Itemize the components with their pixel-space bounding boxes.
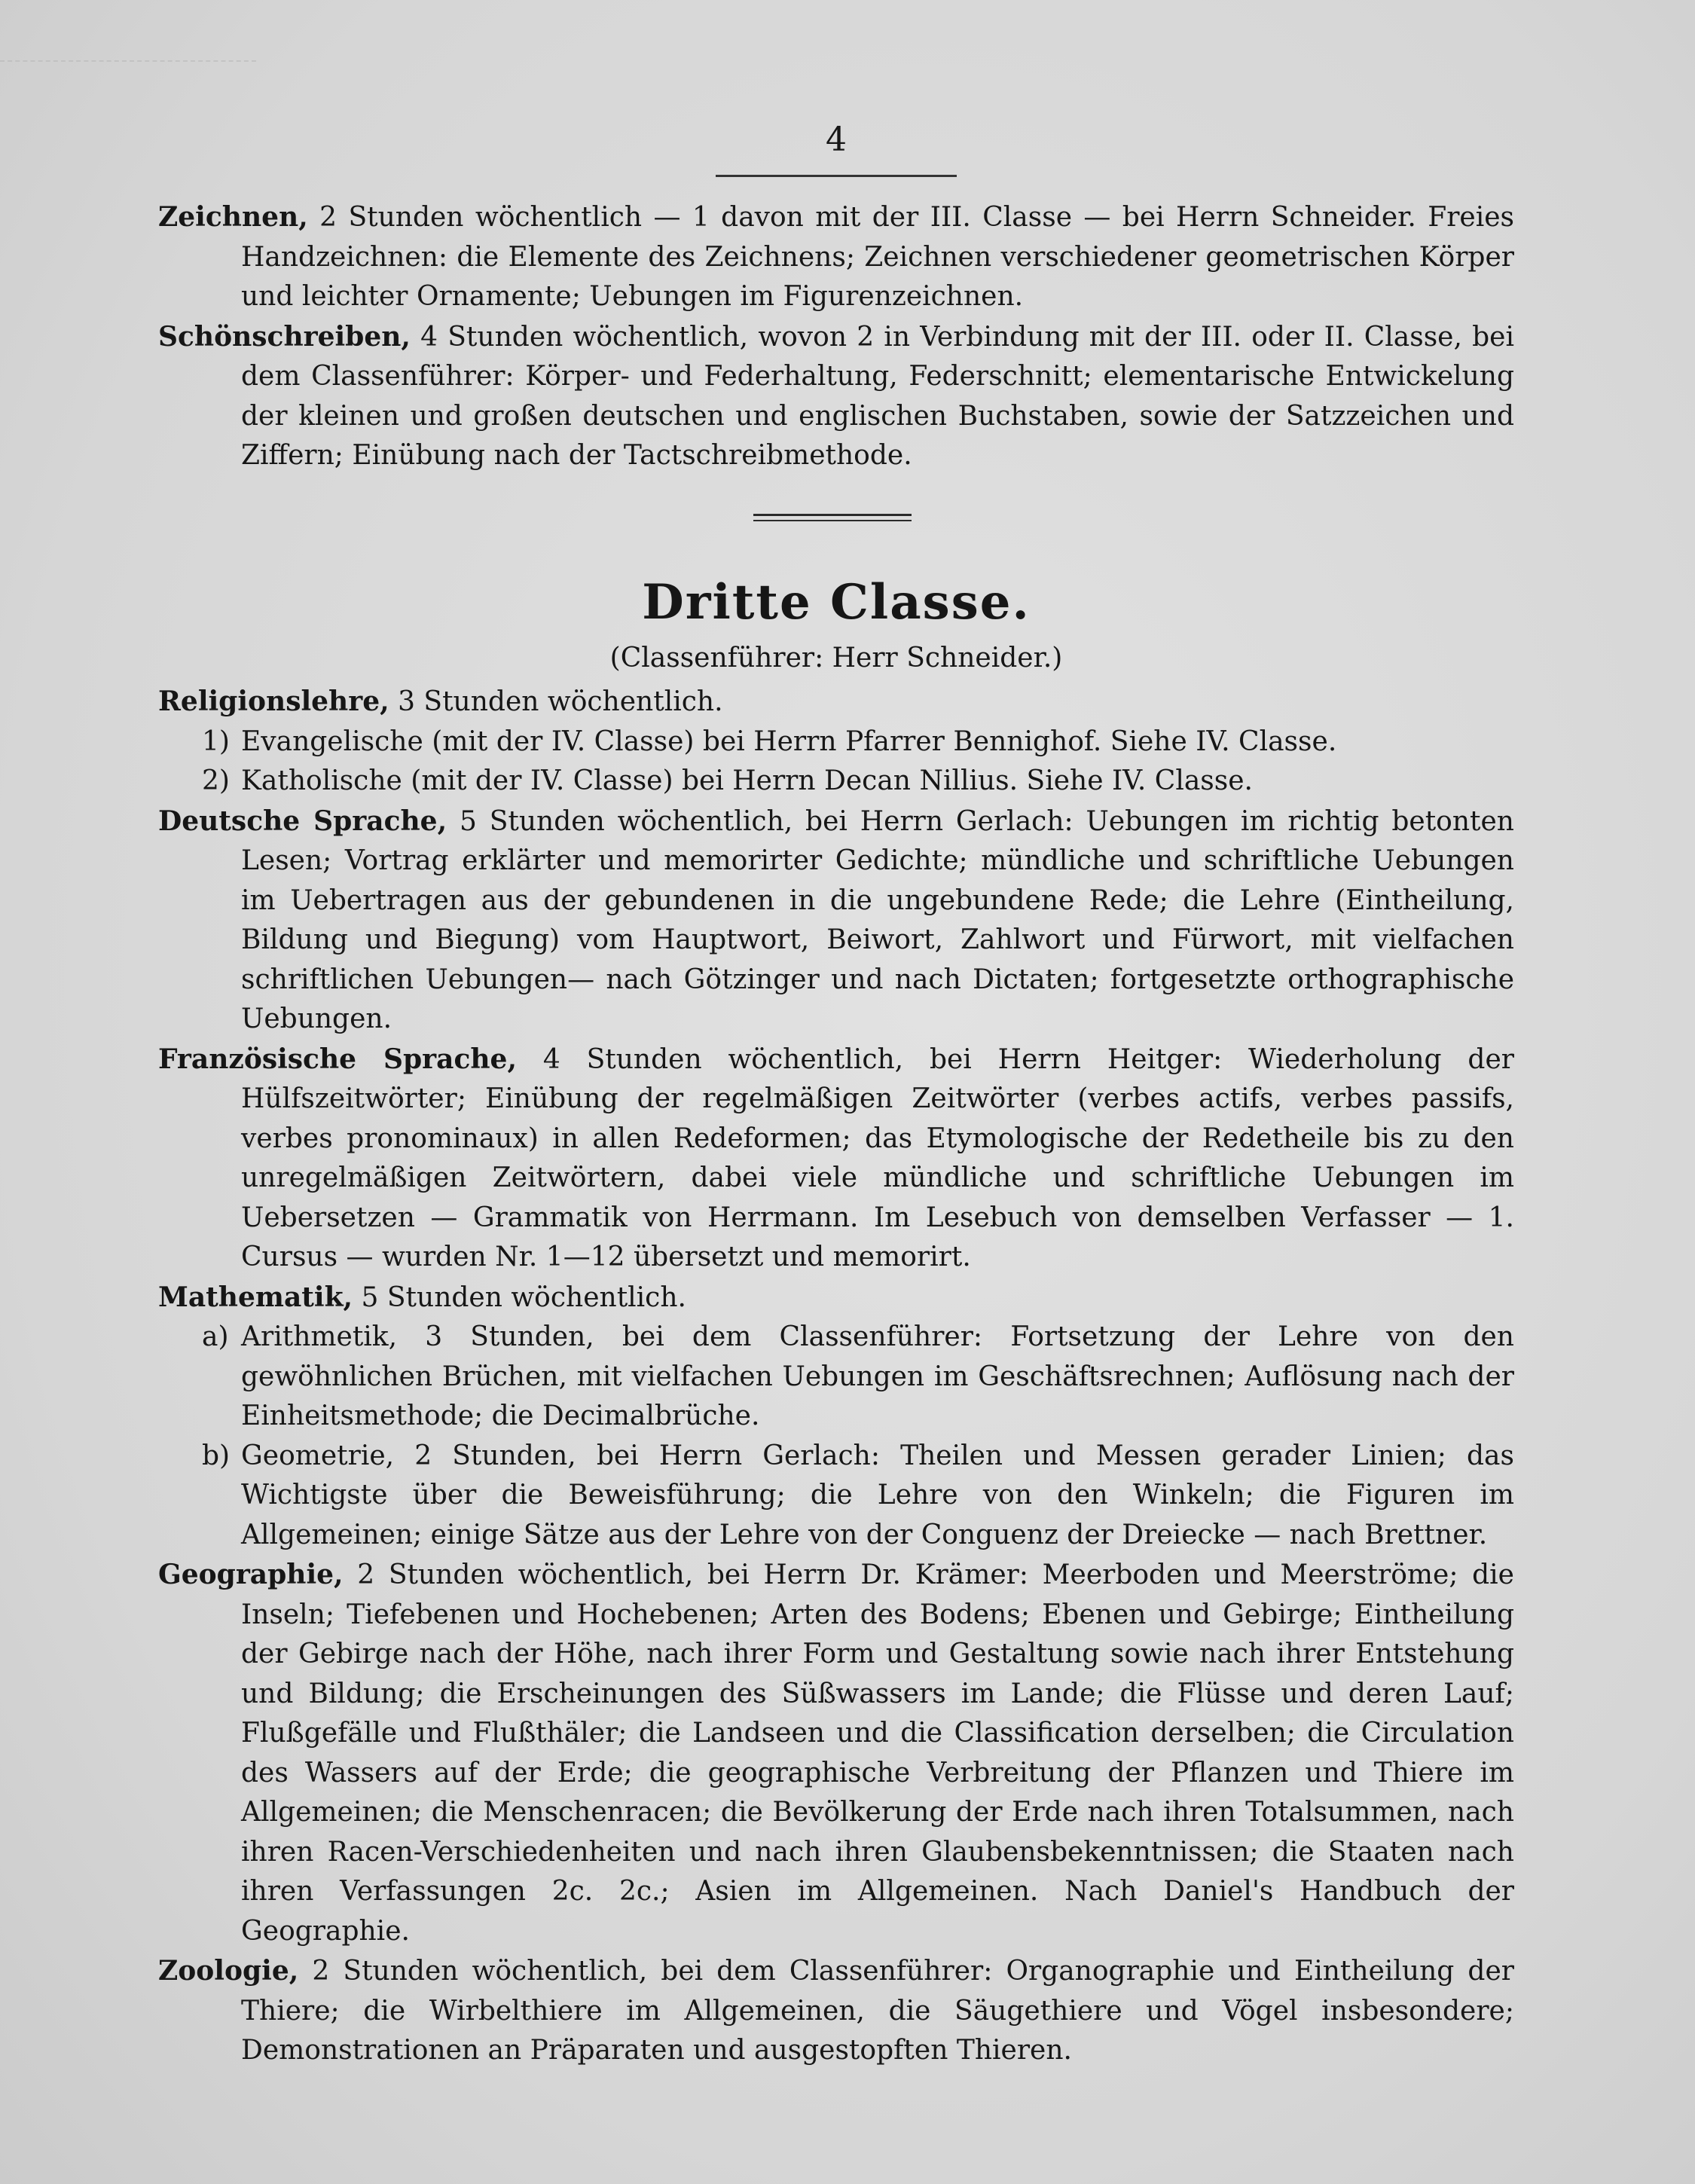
paragraph-text: 3 Stunden wöchentlich. [389,686,723,717]
section-dritte-classe [158,682,1514,2071]
item-text: Katholische (mit der IV. Classe) bei Herrn Decan Nillius. Siehe IV. Classe. [241,765,1253,796]
scan-artifact [0,0,256,62]
paragraph-zeichnen [158,197,1514,317]
item-text: Geometrie, 2 Stunden, bei Herrn Gerlach: Theilen und Messen gerader Linien; das Wichtigste über die Beweisführung; die Lehre von den Winkeln; die Figuren im Allgemeinen; einige Sätze aus der Lehre von der Conguenz der Dreiecke — nach Brettner. [241,1440,1514,1550]
paragraph-text: 4 Stunden wöchentlich, bei Herrn Heitger: Wiederholung der Hülfszeitwörter; Einübung der regelmäßigen Zeitwörter (verbes actifs, verbes passifs, verbes pronominaux) in allen Redeformen; das Etymologische der Redetheile bis zu den unregelmäßigen Zeitwörtern, dabei viele mündliche und schriftliche Uebungen im Uebersetzen — Grammatik von Herrmann. Im Lesebuch von demselben Verfasser — 1. Cursus — wurden Nr. 1—12 übersetzt und memorirt. [241,1043,1514,1272]
subject-heading: Religionslehre, [158,686,389,717]
item-label: 2) [202,765,230,796]
item-label: b) [202,1440,231,1471]
subject-heading: Französische Sprache, [158,1043,517,1075]
section-divider [753,514,912,521]
paragraph-text: 2 Stunden wöchentlich — 1 davon mit der III. Classe — bei Herrn Schneider. Freies Handzeichnen: die Elemente des Zeichnens; Zeichnen verschiedener geometrischen Körper und leichter Ornamente; Uebungen im Figurenzeichnen. [241,202,1514,312]
class-heading: Dritte Classe. [642,574,1031,631]
paragraph-schoenschreiben [158,317,1514,476]
item-text: Arithmetik, 3 Stunden, bei dem Classenführer: Fortsetzung der Lehre von den gewöhnlichen Brüchen, mit vielfachen Uebungen im Geschäftsrechnen; Auflösung nach der Einheitsmethode; die Decimalbrüche. [241,1321,1514,1431]
section-vierte-classe-continued [158,197,1514,476]
item-label: 1) [202,725,230,757]
paragraph-zoologie [158,1951,1514,2071]
subject-heading: Zeichnen, [158,201,308,233]
item-label: a) [202,1321,229,1352]
paragraph-mathematik [158,1278,1514,1318]
list-item [158,762,1514,802]
paragraph-text: 2 Stunden wöchentlich, bei Herrn Dr. Krämer: Meerboden und Meerströme; die Inseln; Tiefebenen und Hochebenen; Arten des Bodens; Ebenen und Gebirge; Eintheilung der Gebirge nach der Höhe, nach ihrer Form und Gestaltung sowie nach ihrer Entstehung und Bildung; die Erscheinungen des Süßwassers im Lande; die Flüsse und deren Lauf; Flußgefälle und Flußthäler; die Landseen und die Classification derselben; die Circulation des Wassers auf der Erde; die geographische Verbreitung der Pflanzen und Thiere im Allgemeinen; die Menschenracen; die Bevölkerung der Erde nach ihren Totalsummen, nach ihren Racen-Verschiedenheiten und nach ihren Glaubensbekenntnissen; die Staaten nach ihren Verfassungen 2c. 2c.; Asien im Allgemeinen. Nach Daniel's Handbuch der Geographie. [241,1559,1514,1947]
paragraph-geographie [158,1555,1514,1951]
item-text: Evangelische (mit der IV. Classe) bei Herrn Pfarrer Bennighof. Siehe IV. Classe. [241,725,1337,757]
paragraph-text: 5 Stunden wöchentlich, bei Herrn Gerlach: Uebungen im richtig betonten Lesen; Vortrag erklärter und memorirter Gedichte; mündliche und schriftliche Uebungen im Uebertragen aus der gebundenen in die ungebundene Rede; die Lehre (Eintheilung, Bildung und Biegung) vom Hauptwort, Beiwort, Zahlwort und Fürwort, mit vielfachen schriftlichen Uebungen— nach Götzinger und nach Dictaten; fortgesetzte orthographische Uebungen. [241,805,1514,1034]
paragraph-deutsche-sprache [158,802,1514,1040]
paragraph-religionslehre [158,682,1514,722]
class-leader-line: (Classenführer: Herr Schneider.) [609,643,1063,674]
page-number: 4 [826,121,847,159]
paragraph-text: 4 Stunden wöchentlich, wovon 2 in Verbindung mit der III. oder II. Classe, bei dem Classenführer: Körper- und Federhaltung, Federschnitt; elementarische Entwickelung der kleinen und großen deutschen und englischen Buchstaben, sowie der Satzzeichen und Ziffern; Einübung nach der Tactschreibmethode. [241,321,1514,471]
subject-heading: Geographie, [158,1559,344,1590]
paragraph-text: 2 Stunden wöchentlich, bei dem Classenführer: Organographie und Eintheilung der Thiere; die Wirbelthiere im Allgemeinen, die Säugethiere und Vögel insbesondere; Demonstrationen an Präparaten und ausgestopften Thieren. [241,1956,1514,2066]
list-item [158,722,1514,762]
paragraph-franzoesische-sprache [158,1040,1514,1278]
list-item [158,1437,1514,1556]
subject-heading: Deutsche Sprache, [158,805,447,837]
subject-heading: Zoologie, [158,1955,299,1987]
paragraph-text: 5 Stunden wöchentlich. [353,1281,686,1313]
subject-heading: Schönschreiben, [158,320,411,353]
subject-heading: Mathematik, [158,1281,353,1313]
list-item [158,1318,1514,1437]
header-rule [716,175,957,177]
